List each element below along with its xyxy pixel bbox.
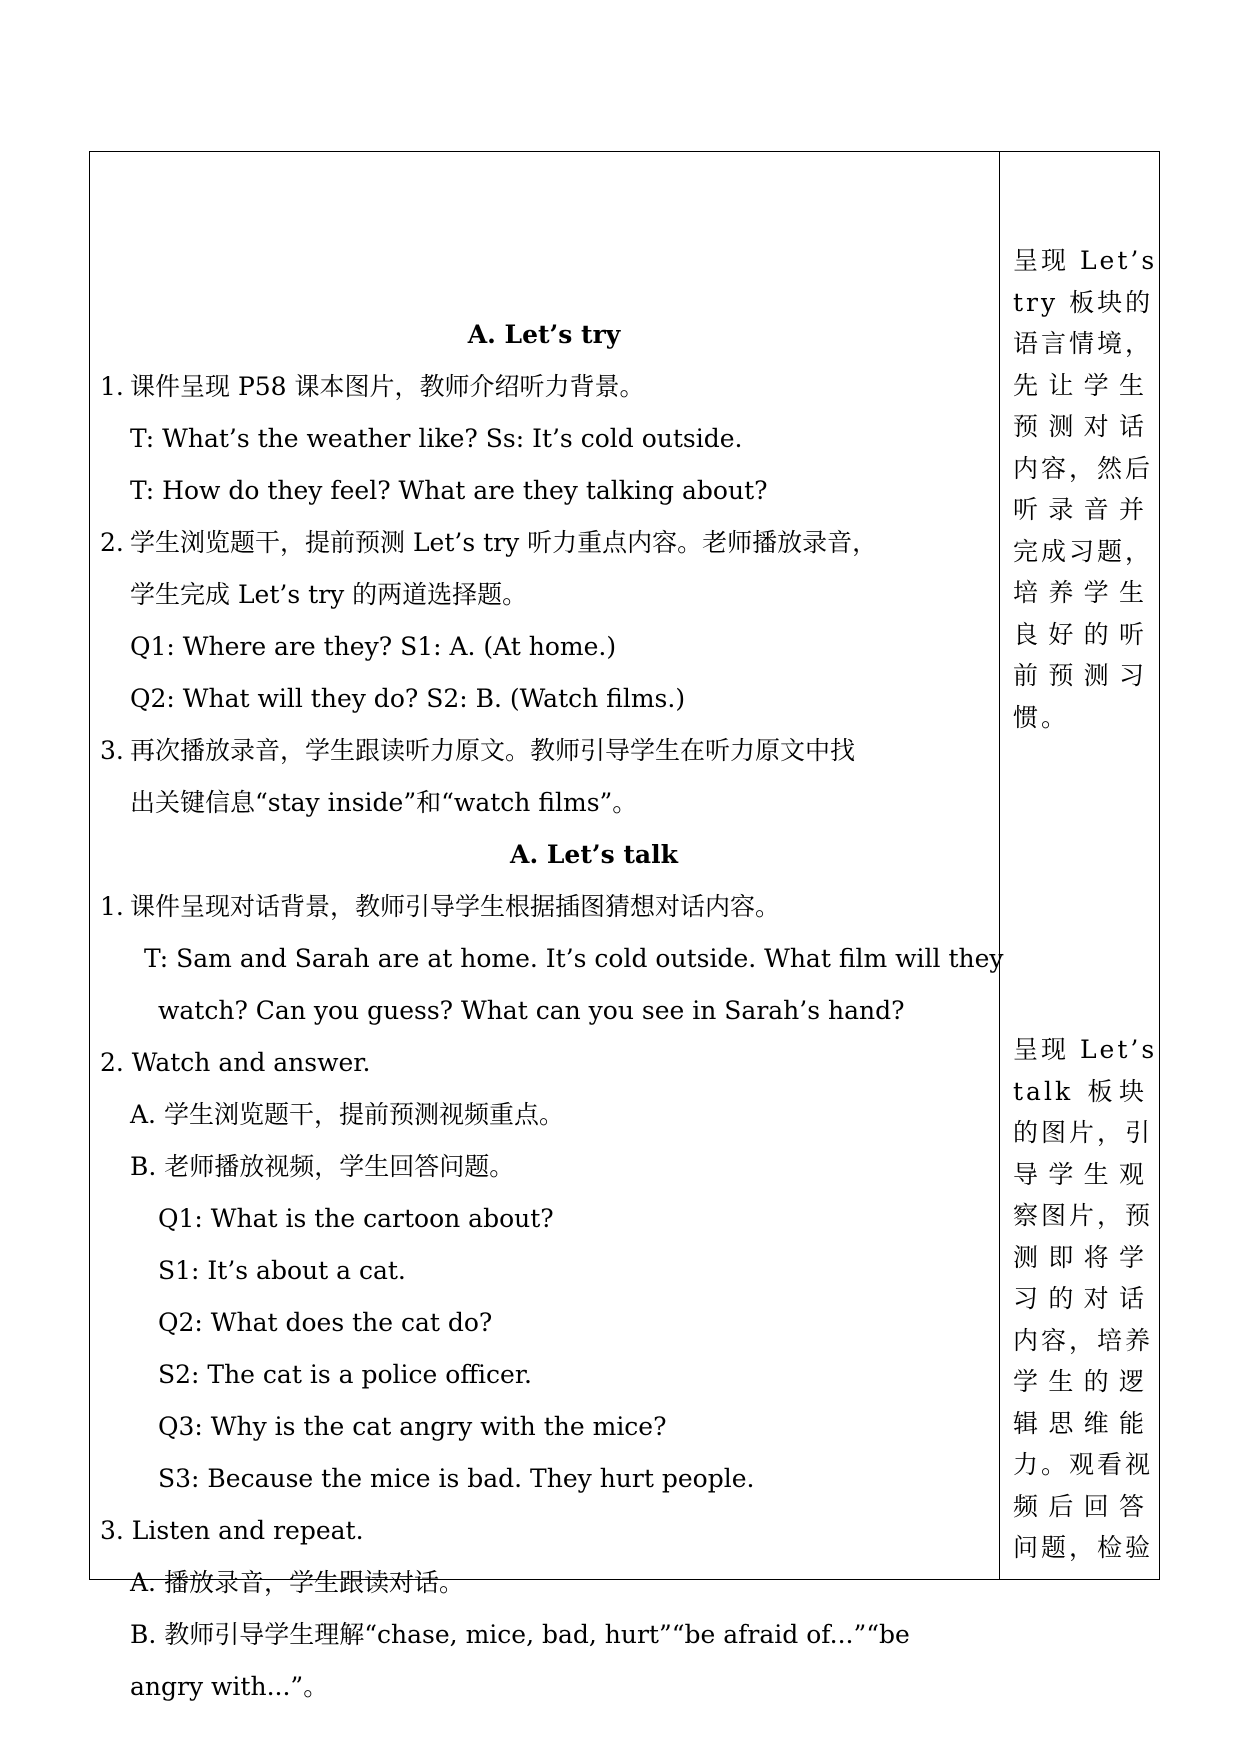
talk-qa-line: Q1: What is the cartoon about? — [158, 1204, 554, 1233]
talk-substep: A. 学生浏览题干，提前预测视频重点。 — [130, 1100, 564, 1129]
talk-qa-line: S2: The cat is a police officer. — [158, 1360, 532, 1389]
try-design-note: 呈现 Let’s try 板块的 语言情境， 先让学生 预测对话 内容，然后 听录音并 完成习题， 培养学生 良好的听 前预测习 惯。 — [1013, 246, 1158, 732]
talk-dialog-line: watch? Can you guess? What can you see in Sarah’s hand? — [158, 996, 905, 1025]
try-dialog-line: T: What’s the weather like? Ss: It’s cold outside. — [130, 424, 743, 453]
try-question: Q2: What will they do? S2: B. (Watch films.) — [130, 684, 686, 713]
talk-substep-cont: angry with...”。 — [130, 1672, 329, 1701]
talk-qa-line: S3: Because the mice is bad. They hurt people. — [158, 1464, 755, 1493]
try-step-2: 2. 学生浏览题干，提前预测 Let’s try 听力重点内容。老师播放录音， — [100, 528, 878, 557]
design-intent-column — [1000, 152, 1159, 1579]
talk-step-2: 2. Watch and answer. — [100, 1048, 371, 1077]
heading-lets-try: A. Let’s try — [467, 320, 621, 349]
talk-qa-line: S1: It’s about a cat. — [158, 1256, 406, 1285]
talk-qa-line: Q2: What does the cat do? — [158, 1308, 493, 1337]
try-step-3-cont: 出关键信息“stay inside”和“watch films”。 — [130, 788, 638, 817]
try-question: Q1: Where are they? S1: A. (At home.) — [130, 632, 617, 661]
talk-substep: B. 教师引导学生理解“chase, mice, bad, hurt”“be afraid of...”“be — [130, 1620, 910, 1649]
talk-substep: A. 播放录音，学生跟读对话。 — [130, 1568, 464, 1597]
try-step-3: 3. 再次播放录音，学生跟读听力原文。教师引导学生在听力原文中找 — [100, 736, 856, 765]
talk-design-note: 呈现 Let’s talk 板块 的图片，引 导学生观 察图片，预 测即将学 习的对话 内容，培养 学生的逻 辑思维能 力。观看视 频后回答 问题，检验 — [1013, 1035, 1158, 1562]
talk-step-3: 3. Listen and repeat. — [100, 1516, 364, 1545]
talk-step-1: 1. 课件呈现对话背景，教师引导学生根据插图猜想对话内容。 — [100, 892, 781, 921]
try-step-1: 1. 课件呈现 P58 课本图片，教师介绍听力背景。 — [100, 372, 645, 401]
try-dialog-line: T: How do they feel? What are they talking about? — [130, 476, 768, 505]
lesson-plan-table — [89, 151, 1160, 1701]
talk-substep: B. 老师播放视频，学生回答问题。 — [130, 1152, 515, 1181]
talk-dialog-line: T: Sam and Sarah are at home. It’s cold outside. What film will they — [144, 944, 1004, 973]
talk-qa-line: Q3: Why is the cat angry with the mice? — [158, 1412, 667, 1441]
procedure-column — [90, 152, 1004, 1701]
heading-lets-talk: A. Let’s talk — [510, 840, 678, 869]
try-step-2-cont: 学生完成 Let’s try 的两道选择题。 — [130, 580, 528, 609]
